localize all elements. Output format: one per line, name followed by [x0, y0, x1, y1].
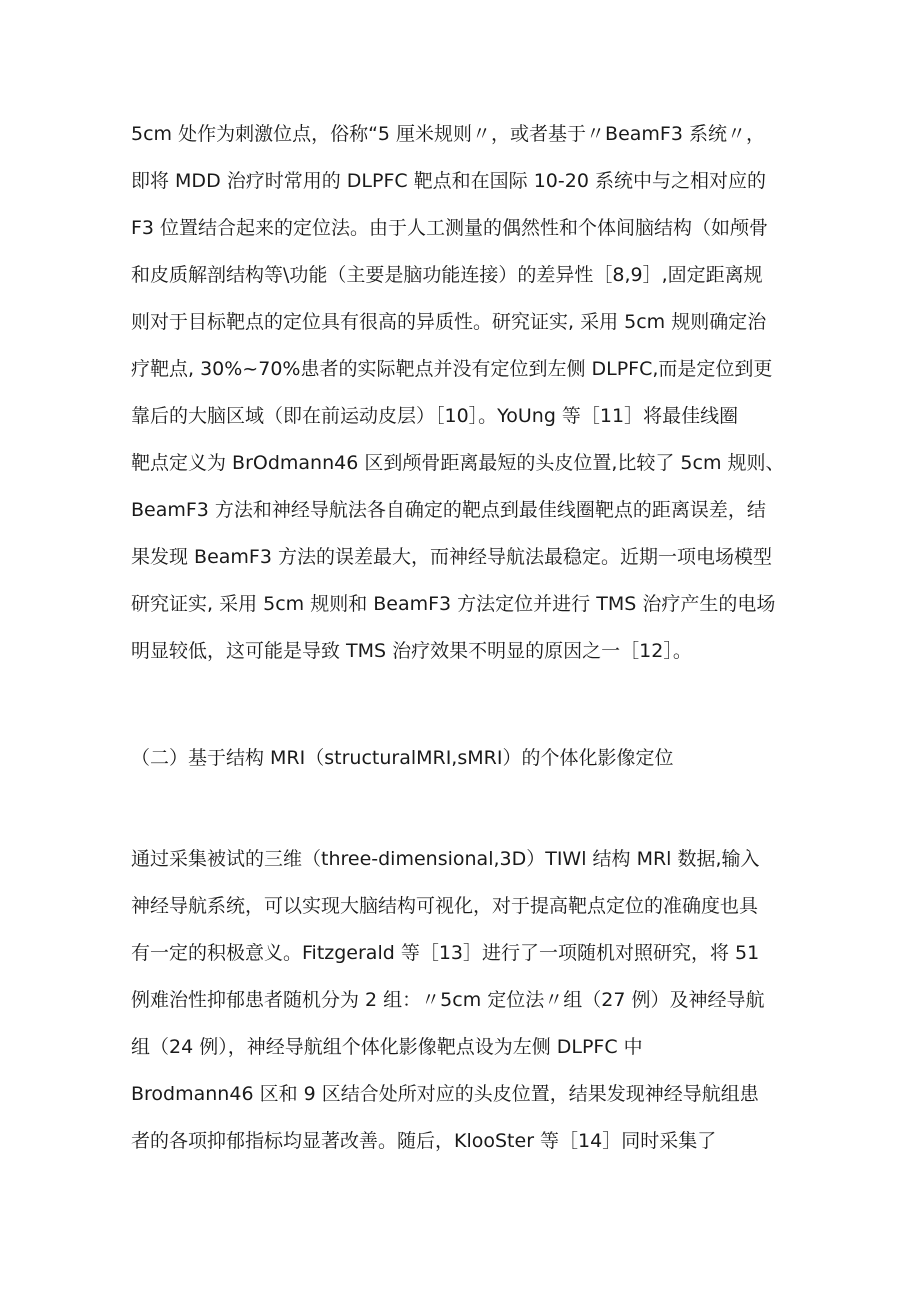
paragraph-1-line: 果发现 BeamF3 方法的误差最大，而神经导航法最稳定。近期一项电场模型: [131, 546, 772, 568]
paragraph-1-line: 靶点定义为 BrOdmann46 区到颅骨距离最短的头皮位置,比较了 5cm 规则、: [131, 452, 785, 474]
paragraph-2-line: Brodmann46 区和 9 区结合处所对应的头皮位置，结果发现神经导航组患: [131, 1083, 759, 1105]
paragraph-2-line: 神经导航系统，可以实现大脑结构可视化，对于提高靶点定位的准确度也具: [131, 895, 759, 917]
paragraph-2-line: 者的各项抑郁指标均显著改善。随后，KlooSter 等［14］同时采集了: [131, 1130, 717, 1152]
paragraph-2-line: 有一定的积极意义。Fitzgerald 等［13］进行了一项随机对照研究，将 51: [131, 942, 760, 964]
paragraph-1-line: 和皮质解剖结构等\功能（主要是脑功能连接）的差异性［8,9］,固定距离规: [131, 264, 763, 286]
section-heading: （二）基于结构 MRI（structuralMRI,sMRI）的个体化影像定位: [131, 747, 674, 769]
paragraph-1-line: 靠后的大脑区域（即在前运动皮层）［10］。YoUng 等［11］将最佳线圈: [131, 405, 739, 427]
paragraph-2-line: 组（24 例），神经导航组个体化影像靶点设为左侧 DLPFC 中: [131, 1036, 643, 1058]
paragraph-1-line: F3 位置结合起来的定位法。由于人工测量的偶然性和个体间脑结构（如颅骨: [131, 217, 769, 239]
paragraph-2-line: 例难治性抑郁患者随机分为 2 组：〃5cm 定位法〃组（27 例）及神经导航: [131, 989, 765, 1011]
paragraph-1-line: BeamF3 方法和神经导航法各自确定的靶点到最佳线圈靶点的距离误差，结: [131, 499, 766, 521]
paragraph-1-line: 即将 MDD 治疗时常用的 DLPFC 靶点和在国际 10-20 系统中与之相对应的: [131, 170, 766, 192]
paragraph-1-line: 5cm 处作为刺激位点，俗称“5 厘米规则〃，或者基于〃BeamF3 系统〃，: [131, 123, 765, 145]
paragraph-1-line: 明显较低，这可能是导致 TMS 治疗效果不明显的原因之一［12］。: [131, 640, 692, 662]
paragraph-2-line: 通过采集被试的三维（three-dimensional,3D）TIWl 结构 MRl 数据,输入: [131, 848, 760, 870]
paragraph-1-line: 疗靶点, 30%~70%患者的实际靶点并没有定位到左侧 DLPFC,而是定位到更: [131, 358, 773, 380]
paragraph-1-line: 研究证实, 采用 5cm 规则和 BeamF3 方法定位并进行 TMS 治疗产生的电场: [131, 593, 776, 615]
paragraph-1-line: 则对于目标靶点的定位具有很高的异质性。研究证实, 采用 5cm 规则确定治: [131, 311, 767, 333]
